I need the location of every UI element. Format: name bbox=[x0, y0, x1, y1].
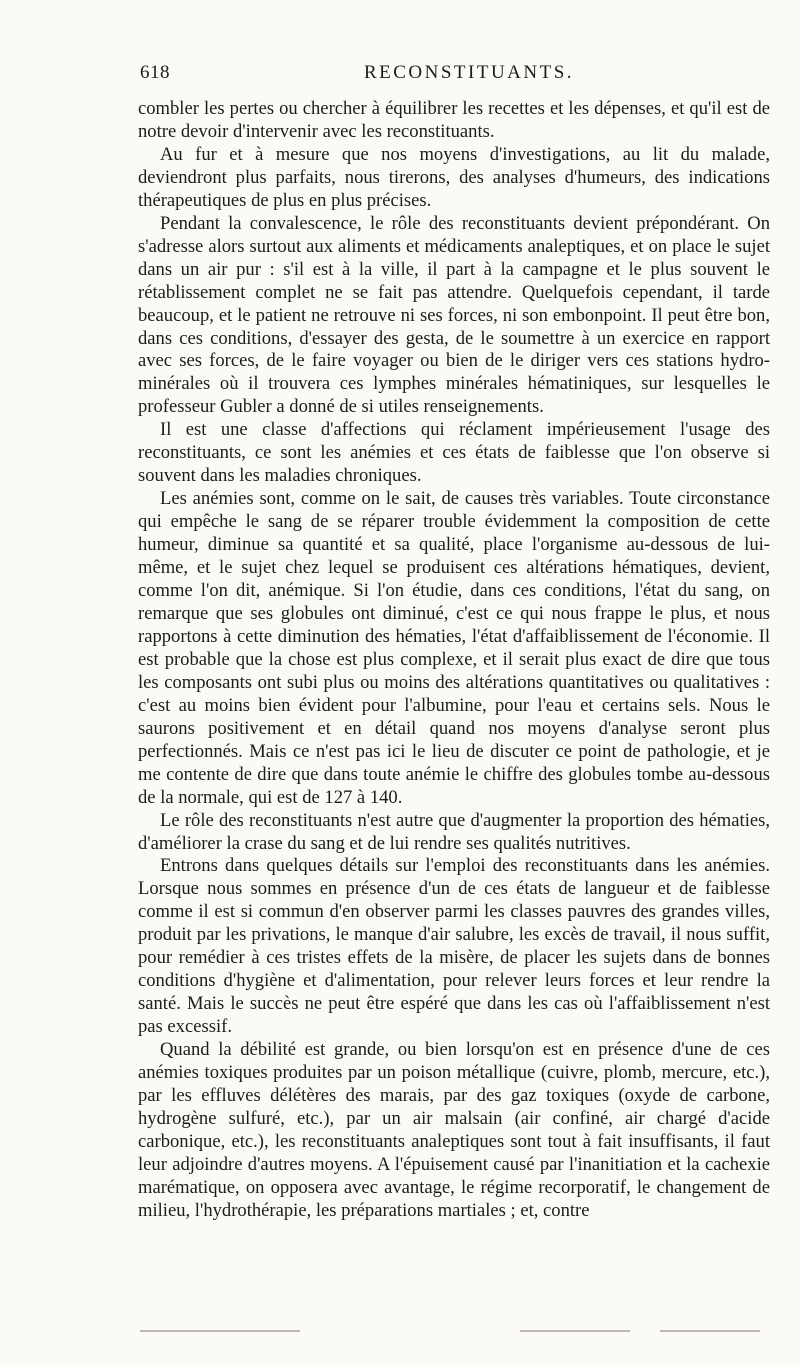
running-title: RECONSTITUANTS. bbox=[363, 62, 575, 83]
running-head bbox=[138, 62, 770, 98]
paragraph-debilite: Quand la débilité est grande, ou bien lorsqu'on est en présence d'une de ces anémies toxiques produites par un poison métallique (cuivre, plomb, mercure, etc.), par les effluves délétères des marais, par des gaz toxiques (oxyde de carbone, hydrogène sulfuré, etc.), par un air malsain (air confiné, air chargé d'acide carbonique, etc.), les reconstituants analeptiques sont tout à fait insuffisants, il faut leur adjoindre d'autres moyens. A l'épuisement causé par l'inanitiation et la cachexie marématique, on opposera avec avantage, le régime recorporatif, le changement de milieu, l'hydrothérapie, les préparations martiales ; et, contre bbox=[138, 1039, 770, 1221]
page-number: 618 bbox=[140, 62, 170, 83]
paragraph-anemies-causes: Les anémies sont, comme on le sait, de causes très variables. Toute circonstance qui empêche le sang de se réparer trouble évidemment la composition de cette humeur, diminue sa quantité et sa qualité, place l'organisme au-dessous de lui-même, et le sujet chez lequel se produisent ces altérations hématiques, devient, comme l'on dit, anémique. Si l'on étudie, dans ces conditions, l'état du sang, on remarque que ses globules ont diminué, c'est ce qui nous frappe le plus, et nous rapportons à cette diminution des hématies, l'état d'affaiblissement de l'économie. Il est probable que la chose est plus complexe, et il serait plus exact de dire que tous les composants ont subi plus ou moins des altérations quantitatives ou qualitatives : c'est au moins bien évident pour l'albumine, pour l'eau et certains sels. Nous le saurons positivement et en détail quand nos moyens d'analyse seront plus perfectionnés. Mais ce n'est pas ici le lieu de discuter ce point de pathologie, et je me contente de dire que dans toute anémie le chiffre des globules tombe au-dessous de la normale, qui est de 127 à 140. bbox=[138, 488, 770, 808]
paragraph-role-reconstituants: Le rôle des reconstituants n'est autre que d'augmenter la proportion des hématies, d'améliorer la crase du sang et de lui rendre ses qualités nutritives. bbox=[138, 809, 770, 854]
paragraph-affections: Il est une classe d'affections qui réclament impérieusement l'usage des reconstituants, ce sont les anémies et ces états de faiblesse que l'on observe si souvent dans les maladies chroniques. bbox=[138, 419, 770, 487]
book-page bbox=[138, 62, 770, 1223]
bleed-through-marks bbox=[140, 1330, 770, 1336]
body-text bbox=[138, 98, 770, 1223]
paragraph-details-emploi: Entrons dans quelques détails sur l'emploi des reconstituants dans les anémies. Lorsque nous sommes en présence d'un de ces états de langueur et de faiblesse comme il est si commun d'en observer parmi les classes pauvres des grandes villes, produit par les privations, le manque d'air salubre, les excès de travail, il nous suffit, pour remédier à ces tristes effets de la misère, de placer les sujets dans de bonnes conditions d'hygiène et d'alimentation, pour relever leurs forces et leur rendre la santé. Mais le succès ne peut être espéré que dans les cas où l'affaiblissement n'est pas excessif. bbox=[138, 855, 770, 1038]
paragraph-continued: combler les pertes ou chercher à équilibrer les recettes et les dépenses, et qu'il est de notre devoir d'intervenir avec les reconstituants. bbox=[138, 98, 770, 142]
paragraph-investigations: Au fur et à mesure que nos moyens d'investigations, au lit du malade, deviendront plus parfaits, nous tirerons, des analyses d'humeurs, des indications thérapeutiques de plus en plus précises. bbox=[138, 143, 770, 211]
paragraph-convalescence: Pendant la convalescence, le rôle des reconstituants devient prépondérant. On s'adresse alors surtout aux aliments et médicaments analeptiques, et on place le sujet dans un air pur : s'il est à la ville, il part à la campagne et le plus souvent le rétablissement complet ne se fait pas attendre. Quelquefois cependant, il tarde beaucoup, et le patient ne retrouve ni ses forces, ni son embonpoint. Il peut être bon, dans ces conditions, d'essayer des gesta, de le soumettre à un exercice en rapport avec ses forces, de le faire voyager ou bien de le diriger vers ces stations hydro-minérales où il trouvera ces lymphes minérales hématiniques, sur lesquelles le professeur Gubler a donné de si utiles renseignements. bbox=[138, 212, 770, 418]
